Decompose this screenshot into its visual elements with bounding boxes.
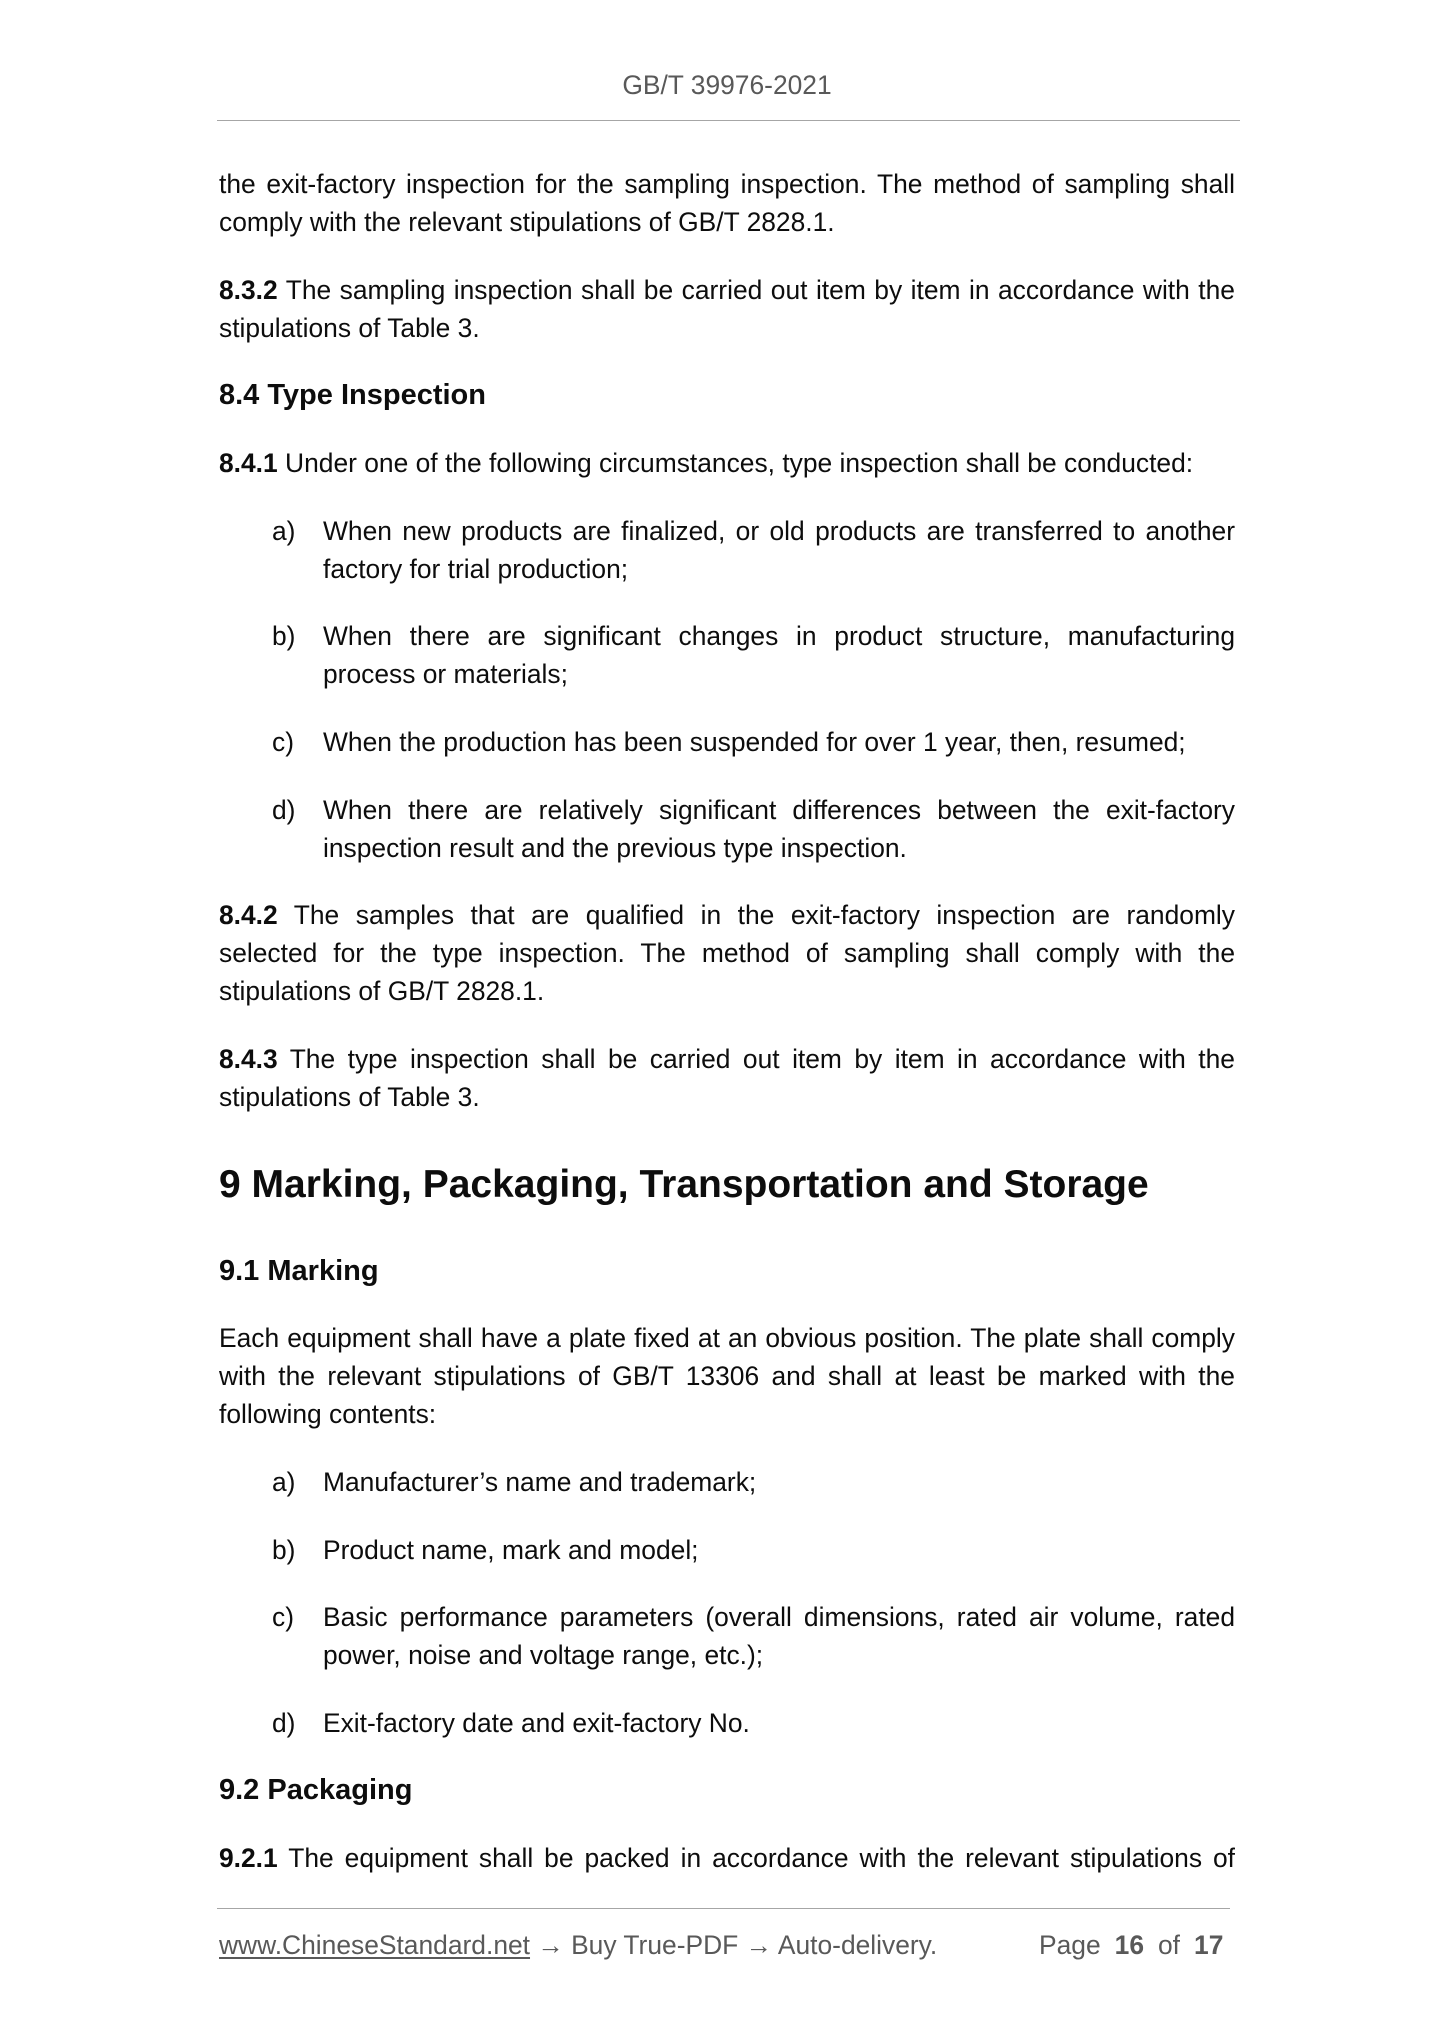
clause-text: The type inspection shall be carried out item by item in accordance with the bbox=[289, 1044, 1235, 1074]
text-line: power, noise and voltage range, etc.); bbox=[323, 1640, 764, 1671]
page-label: Page bbox=[1039, 1930, 1101, 1960]
footer-promo bbox=[219, 1929, 937, 1962]
clause-8-4-3 bbox=[219, 1040, 1235, 1116]
paragraph-9-1 bbox=[219, 1319, 1235, 1433]
clause-number: 8.3.2 bbox=[219, 274, 278, 305]
text-line: When there are significant changes in product structure, manufacturing bbox=[323, 621, 1235, 652]
total-pages-number: 17 bbox=[1194, 1930, 1224, 1960]
text-line: Exit-factory date and exit-factory No. bbox=[323, 1707, 750, 1738]
clause-9-2-1 bbox=[219, 1839, 1235, 1877]
text-line: Product name, mark and model; bbox=[323, 1534, 699, 1565]
paragraph-continued bbox=[219, 165, 1235, 241]
clause-number: 8.4.1 bbox=[219, 447, 278, 478]
clause-number: 8.4.3 bbox=[219, 1044, 278, 1074]
list-label: d) bbox=[272, 1707, 296, 1738]
list-label: a) bbox=[272, 515, 296, 546]
text-line: stipulations of Table 3. bbox=[219, 312, 480, 343]
section-heading-8-4: 8.4 Type Inspection bbox=[219, 379, 486, 412]
text-line: the exit-factory inspection for the sampling inspection. The method of sampling shall bbox=[219, 169, 1235, 199]
text-line bbox=[219, 1040, 1235, 1078]
text-line: factory for trial production; bbox=[323, 553, 629, 584]
text-line bbox=[219, 444, 1235, 482]
text-line: When there are relatively significant differences between the exit-factory bbox=[323, 794, 1235, 825]
clause-8-4-1 bbox=[219, 444, 1235, 482]
text-line: When new products are finalized, or old products are transferred to another bbox=[323, 515, 1235, 546]
clause-8-3-2 bbox=[219, 271, 1235, 347]
clause-text: The samples that are qualified in the exit-factory inspection are randomly bbox=[293, 900, 1235, 931]
list-item-c bbox=[219, 723, 1235, 761]
text-line bbox=[219, 896, 1235, 934]
text-line: Manufacturer’s name and trademark; bbox=[323, 1466, 757, 1497]
text-line bbox=[219, 271, 1235, 309]
clause-number: 9.2.1 bbox=[219, 1843, 278, 1874]
text-line: stipulations of Table 3. bbox=[219, 1082, 480, 1113]
clause-text: Under one of the following circumstances, type inspection shall be conducted: bbox=[285, 447, 1194, 478]
current-page-number: 16 bbox=[1114, 1930, 1144, 1960]
clause-text: The sampling inspection shall be carried out item by item in accordance with the bbox=[285, 274, 1235, 305]
text-line: stipulations of GB/T 2828.1. bbox=[219, 976, 545, 1007]
list-label: c) bbox=[272, 1602, 294, 1633]
footer-divider bbox=[217, 1908, 1230, 1909]
section-heading-9-1: 9.1 Marking bbox=[219, 1254, 379, 1287]
clause-number: 8.4.2 bbox=[219, 900, 278, 931]
chapter-heading-9: 9 Marking, Packaging, Transportation and Storage bbox=[219, 1163, 1149, 1207]
list-item-b bbox=[219, 617, 1235, 693]
list-label: b) bbox=[272, 1534, 296, 1565]
list-item-d bbox=[219, 1704, 1235, 1742]
footer-tagline: → Buy True-PDF → Auto-delivery. bbox=[537, 1930, 938, 1960]
list-item-a bbox=[219, 512, 1235, 588]
list-item-c bbox=[219, 1598, 1235, 1674]
text-line bbox=[219, 1839, 1235, 1877]
list-label: d) bbox=[272, 794, 296, 825]
text-line: comply with the relevant stipulations of GB/T 2828.1. bbox=[219, 207, 835, 238]
text-line: with the relevant stipulations of GB/T 13306 and shall at least be marked with the bbox=[219, 1361, 1235, 1392]
clause-8-4-2 bbox=[219, 896, 1235, 1010]
text-line: Basic performance parameters (overall dimensions, rated air volume, rated bbox=[323, 1602, 1235, 1633]
page-of-label: of bbox=[1158, 1930, 1181, 1960]
list-label: a) bbox=[272, 1466, 296, 1497]
list-label: c) bbox=[272, 726, 294, 757]
text-line: following contents: bbox=[219, 1399, 437, 1430]
text-line: Each equipment shall have a plate fixed at an obvious position. The plate shall comply bbox=[219, 1323, 1235, 1354]
page-body bbox=[219, 165, 1235, 1877]
clause-text: The equipment shall be packed in accordance with the relevant stipulations of bbox=[288, 1843, 1236, 1874]
list-item-d bbox=[219, 791, 1235, 867]
text-line: selected for the type inspection. The method of sampling shall comply with the bbox=[219, 938, 1235, 969]
website-link[interactable]: www.ChineseStandard.net bbox=[219, 1930, 531, 1960]
text-line: inspection result and the previous type inspection. bbox=[323, 832, 907, 863]
section-heading-9-2: 9.2 Packaging bbox=[219, 1774, 413, 1807]
list-item-a bbox=[219, 1463, 1235, 1501]
page-header-standard-number: GB/T 39976-2021 bbox=[622, 70, 832, 100]
list-label: b) bbox=[272, 621, 296, 652]
header-divider bbox=[217, 120, 1240, 121]
page-number bbox=[1039, 1929, 1223, 1962]
text-line: When the production has been suspended for over 1 year, then, resumed; bbox=[323, 726, 1186, 757]
text-line: process or materials; bbox=[323, 659, 568, 690]
list-item-b bbox=[219, 1531, 1235, 1569]
